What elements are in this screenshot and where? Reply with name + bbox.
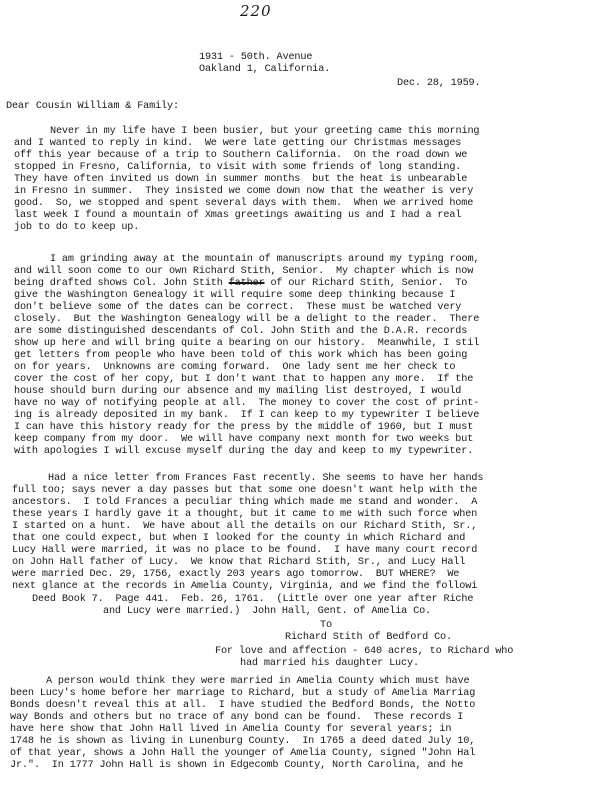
text-line: off this year because of a trip to Southern California. On the road down we bbox=[14, 150, 468, 161]
text-line: I can have this history ready for the press by the middle of 1960, but I must bbox=[14, 422, 474, 433]
text-segment: being drafted shows Col. John Stith bbox=[14, 278, 229, 289]
text-line: next glance at the records in Amelia County, Virginia, and we find the followi bbox=[12, 581, 478, 592]
deed-line: had married his daughter Lucy. bbox=[240, 658, 419, 669]
text-line: I started on a hunt. We have about all the details on our Richard Stith, Sr., bbox=[12, 521, 478, 532]
text-line: give the Washington Genealogy it will require some deep thinking because I bbox=[14, 290, 456, 301]
text-line: are some distinguished descendants of Col. John Stith and the D.A.R. records bbox=[14, 326, 468, 337]
text-line: closely. But the Washington Genealogy will be a delight to the reader. There bbox=[14, 314, 480, 325]
struck-word: father bbox=[228, 278, 265, 289]
text-line: and I wanted to reply in kind. We were late getting our Christmas messages bbox=[14, 138, 462, 149]
text-line: were married Dec. 29, 1756, exactly 203 years ago tomorrow. BUT WHERE? We bbox=[12, 569, 460, 580]
text-line: Jr.". In 1777 John Hall is shown in Edgecomb County, North Carolina, and he bbox=[10, 760, 464, 771]
text-line: have here show that John Hall lived in Amelia County for several years; in bbox=[10, 724, 452, 735]
text-line: keep company from my door. We will have company next month for two weeks but bbox=[14, 434, 474, 445]
text-line: on for years. Unknowns are coming forward. One lady sent me her check to bbox=[14, 362, 456, 373]
text-line: on John Hall father of Lucy. We know that Richard Stith, Sr., and Lucy Hall bbox=[12, 557, 466, 568]
text-line-with-strike bbox=[14, 278, 467, 290]
text-line: in Fresno in summer. They insisted we come down now that the weather is very bbox=[14, 186, 474, 197]
text-line: Lucy Hall were married, it was no place to be found. I have many court record bbox=[12, 545, 478, 556]
text-line: Bonds doesn't reveal this at all. I have studied the Bedford Bonds, the Notto bbox=[10, 700, 476, 711]
salutation: Dear Cousin William & Family: bbox=[6, 101, 179, 112]
text-line: stopped in Fresno, California, to visit with some friends of long standing. bbox=[14, 162, 462, 173]
text-line: get letters from people who have been told of this work which has been going bbox=[14, 350, 468, 361]
letter-date: Dec. 28, 1959. bbox=[397, 78, 481, 89]
text-line: Had a nice letter from Frances Fast recently. She seems to have her hands bbox=[48, 473, 484, 484]
text-line: full too; says never a day passes but that some one doesn't want help with the bbox=[12, 485, 478, 496]
text-line: with apologies I will excuse myself during the day and keep to my typewriter. bbox=[14, 446, 474, 457]
deed-line: Deed Book 7. Page 441. Feb. 26, 1761. (Little over one year after Riche bbox=[32, 594, 474, 605]
text-line: job to do to keep up. bbox=[14, 222, 140, 233]
text-line: ing is already deposited in my bank. If I can keep to my typewriter I believe bbox=[14, 410, 480, 421]
text-line: been Lucy's home before her marriage to Richard, but a study of Amelia Marriag bbox=[10, 688, 476, 699]
address-line: 1931 - 50th. Avenue bbox=[199, 52, 313, 63]
deed-line: To bbox=[320, 620, 332, 631]
text-line: ancestors. I told Frances a peculiar thing which made me stand and wonder. A bbox=[12, 497, 478, 508]
text-line: house should burn during our absence and my mailing list destroyed, I would bbox=[14, 386, 462, 397]
text-line: way Bonds and others but no trace of any bond can be found. These records I bbox=[10, 712, 464, 723]
address-line: Oakland 1, California. bbox=[199, 64, 331, 75]
text-line: show up here and will bring quite a bearing on our history. Meanwhile, I stil bbox=[14, 338, 480, 349]
text-line: A person would think they were married in Amelia County which must have bbox=[46, 676, 470, 687]
text-line: and will soon come to our own Richard Stith, Senior. My chapter which is now bbox=[14, 266, 474, 277]
text-line: cover the cost of her copy, but I don't want that to happen any more. If the bbox=[14, 374, 474, 385]
text-line: that one could expect, but when I looked for the county in which Richard and bbox=[12, 533, 466, 544]
page-number: 220 bbox=[240, 2, 272, 20]
text-line: have no way of notifying people at all. The money to cover the cost of print- bbox=[14, 398, 480, 409]
deed-line: and Lucy were married.) John Hall, Gent. of Amelia Co. bbox=[103, 606, 431, 617]
text-line: I am grinding away at the mountain of manuscripts around my typing room, bbox=[50, 254, 480, 265]
text-line: Never in my life have I been busier, but your greeting came this morning bbox=[50, 126, 480, 137]
text-line: of that year, shows a John Hall the younger of Amelia County, signed "John Hal bbox=[10, 748, 476, 759]
deed-line: Richard Stith of Bedford Co. bbox=[285, 632, 452, 643]
text-segment: of our Richard Stith, Senior. To bbox=[270, 278, 468, 289]
deed-line: For love and affection - 640 acres, to Richard who bbox=[215, 646, 514, 657]
text-line: 1748 he is shown as living in Lunenburg County. In 1765 a deed dated July 10, bbox=[10, 736, 476, 747]
text-line: don't believe some of the dates can be correct. These must be watched very bbox=[14, 302, 462, 313]
text-line: last week I found a mountain of Xmas greetings awaiting us and I had a real bbox=[14, 210, 462, 221]
text-line: They have often invited us down in summer months but the heat is unbearable bbox=[14, 174, 468, 185]
text-line: these years I hardly gave it a thought, but it came to me with such force when bbox=[12, 509, 478, 520]
text-line: good. So, we stopped and spent several days with them. When we arrived home bbox=[14, 198, 474, 209]
